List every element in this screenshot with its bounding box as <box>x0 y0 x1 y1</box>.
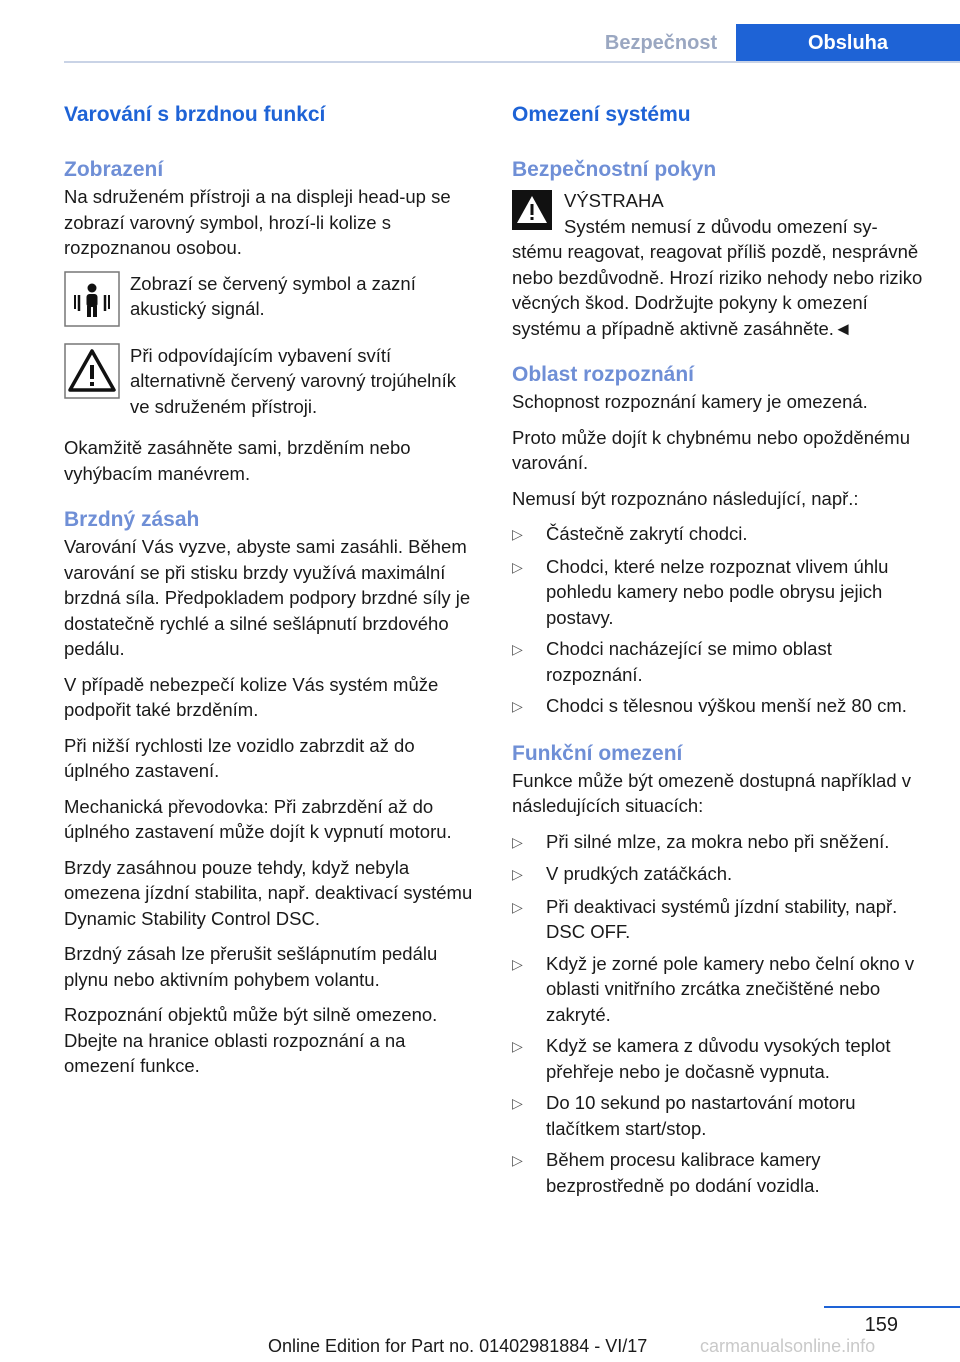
warning-triangle-icon <box>64 343 120 399</box>
braking-paragraph: Brzdy zasáhnou pouze tehdy, když nebyla omezena jízdní stabilita, např. deaktivací systému Dynamic Stability Control DSC. <box>64 856 473 929</box>
braking-paragraph: Varování Vás vyzve, abyste sami zasáhli. Během varování se při stisku brzdy využívá maximální brzdná síla. Předpokladem podpory brzdné síly je dostatečně rychlé a silné sešlápnutí brzdového pedálu. <box>64 536 471 659</box>
list-item-text: Chodci s tělesnou výškou menší než 80 cm. <box>546 695 907 716</box>
warning-label: VÝSTRAHA <box>564 190 664 211</box>
list-item-text: Během procesu kalibrace kamery bezprostředně po dodání vozidla. <box>546 1149 821 1196</box>
header-divider <box>64 61 960 63</box>
list-item-text: V prudkých zatáčkách. <box>546 863 733 884</box>
braking-paragraph: Brzdný zásah lze přerušit sešlápnutím pedálu plynu nebo aktivním pohybem volantu. <box>64 943 438 990</box>
list-item <box>512 1090 930 1141</box>
list-item <box>512 894 930 945</box>
section-tabs <box>586 24 960 62</box>
list-item <box>512 861 930 888</box>
function-intro: Funkce může být omezeně dostupná například v následujících situacích: <box>512 769 912 816</box>
display-heading: Zobrazení <box>64 158 164 181</box>
warning-first-line: Systém nemusí z důvodu omezení sy- <box>564 215 878 237</box>
list-item-text: Když je zorné pole kamery nebo čelní okno v oblasti vnitřního zrcátka znečištěné nebo zakryté. <box>546 952 915 1025</box>
bullet-triangle-icon: ▷ <box>512 526 523 542</box>
display-intro: Na sdruženém přístroji a na displeji head-up se zobrazí varovný symbol, hrozí-li kolize s rozpoznanou osobou. <box>64 186 451 258</box>
list-item-text: Do 10 sekund po nastartování motoru tlačítkem start/stop. <box>546 1092 856 1139</box>
list-item <box>512 693 930 720</box>
braking-paragraph: Při nižší rychlosti lze vozidlo zabrzdit až do úplného zastavení. <box>64 734 415 781</box>
warning-box <box>512 188 930 239</box>
bullet-triangle-icon: ▷ <box>512 1038 523 1054</box>
list-item <box>512 636 930 687</box>
safety-heading: Bezpečnostní pokyn <box>512 158 717 181</box>
notice-triangle-text: Při odpovídajícím vybavení svítí alternativně červený varovný trojúhelník ve sdruženém přístroji. <box>130 344 456 417</box>
action-instruction: Okamžitě zasáhněte sami, brzděním nebo vyhýbacím manévrem. <box>64 437 411 484</box>
detection-paragraph: Nemusí být rozpoznáno následující, např.: <box>512 487 859 509</box>
list-item-text: Když se kamera z důvodu vysokých teplot přehřeje nebo je dočasně vypnuta. <box>546 1035 891 1082</box>
pedestrian-icon <box>64 271 120 327</box>
warning-body: stému reagovat, reagovat příliš pozdě, nesprávně nebo bezdůvodně. Hrozí riziko nehody nebo riziko věcných škod. Dodržujte pokyny k omezení systému a případně aktivně zasáhněte.◄ <box>512 241 923 339</box>
list-item-text: Částečně zakrytí chodci. <box>546 523 748 544</box>
list-item <box>512 1033 930 1084</box>
bullet-triangle-icon: ▷ <box>512 1152 523 1168</box>
detection-heading: Oblast rozpoznání <box>512 363 695 386</box>
braking-paragraph: Mechanická převodovka: Při zabrzdění až do úplného zastavení může dojít k vypnutí motoru. <box>64 795 452 842</box>
notice-triangle <box>64 343 478 420</box>
list-item <box>512 1147 930 1198</box>
bullet-triangle-icon: ▷ <box>512 558 523 575</box>
notice-pedestrian <box>64 271 478 327</box>
edition-note: Online Edition for Part no. 01402981884 - VI/17 <box>268 1336 648 1356</box>
braking-paragraph: V případě nebezpečí kolize Vás systém může podpořit také brzděním. <box>64 673 439 720</box>
tab-obsluha[interactable]: Obsluha <box>736 24 960 62</box>
bullet-triangle-icon: ▷ <box>512 866 523 882</box>
list-item <box>512 951 930 1028</box>
tab-bezpecnost[interactable]: Bezpečnost <box>604 31 718 54</box>
list-item <box>512 829 930 856</box>
braking-paragraph: Rozpoznání objektů může být silně omezeno. Dbejte na hranice oblasti rozpoznání a na omezení funkce. <box>64 1004 438 1076</box>
watermark: carmanualsonline.info <box>700 1336 876 1356</box>
function-list <box>512 829 930 1199</box>
right-column <box>512 100 930 1206</box>
left-column <box>64 100 478 1089</box>
bullet-triangle-icon: ▷ <box>512 1095 523 1111</box>
detection-paragraph: Schopnost rozpoznání kamery je omezená. <box>512 391 868 412</box>
notice-pedestrian-text: Zobrazí se červený symbol a zazní akustický signál. <box>130 272 416 319</box>
section-title-right: Omezení systému <box>512 103 691 126</box>
warning-triangle-icon <box>512 190 552 230</box>
list-item-text: Chodci nacházející se mimo oblast rozpoznání. <box>546 638 832 685</box>
list-item-text: Při deaktivaci systémů jízdní stability, např. DSC OFF. <box>546 895 898 942</box>
detection-list <box>512 521 930 720</box>
bullet-triangle-icon: ▷ <box>512 955 523 972</box>
braking-heading: Brzdný zásah <box>64 508 200 531</box>
list-item-text: Při silné mlze, za mokra nebo při sněžení. <box>546 830 890 852</box>
bullet-triangle-icon: ▷ <box>512 898 523 915</box>
bullet-triangle-icon: ▷ <box>512 833 523 850</box>
list-item-text: Chodci, které nelze rozpoznat vlivem úhlu pohledu kamery nebo podle obrysu jejich postavy. <box>546 555 889 628</box>
bullet-triangle-icon: ▷ <box>512 698 523 714</box>
footer-divider <box>824 1306 960 1308</box>
detection-paragraph: Proto může dojít k chybnému nebo opožděnému varování. <box>512 426 910 473</box>
section-title-left: Varování s brzdnou funkcí <box>64 103 326 126</box>
list-item <box>512 554 930 631</box>
function-heading: Funkční omezení <box>512 741 683 765</box>
page-number: 159 <box>864 1314 898 1336</box>
list-item <box>512 521 930 548</box>
bullet-triangle-icon: ▷ <box>512 641 523 657</box>
